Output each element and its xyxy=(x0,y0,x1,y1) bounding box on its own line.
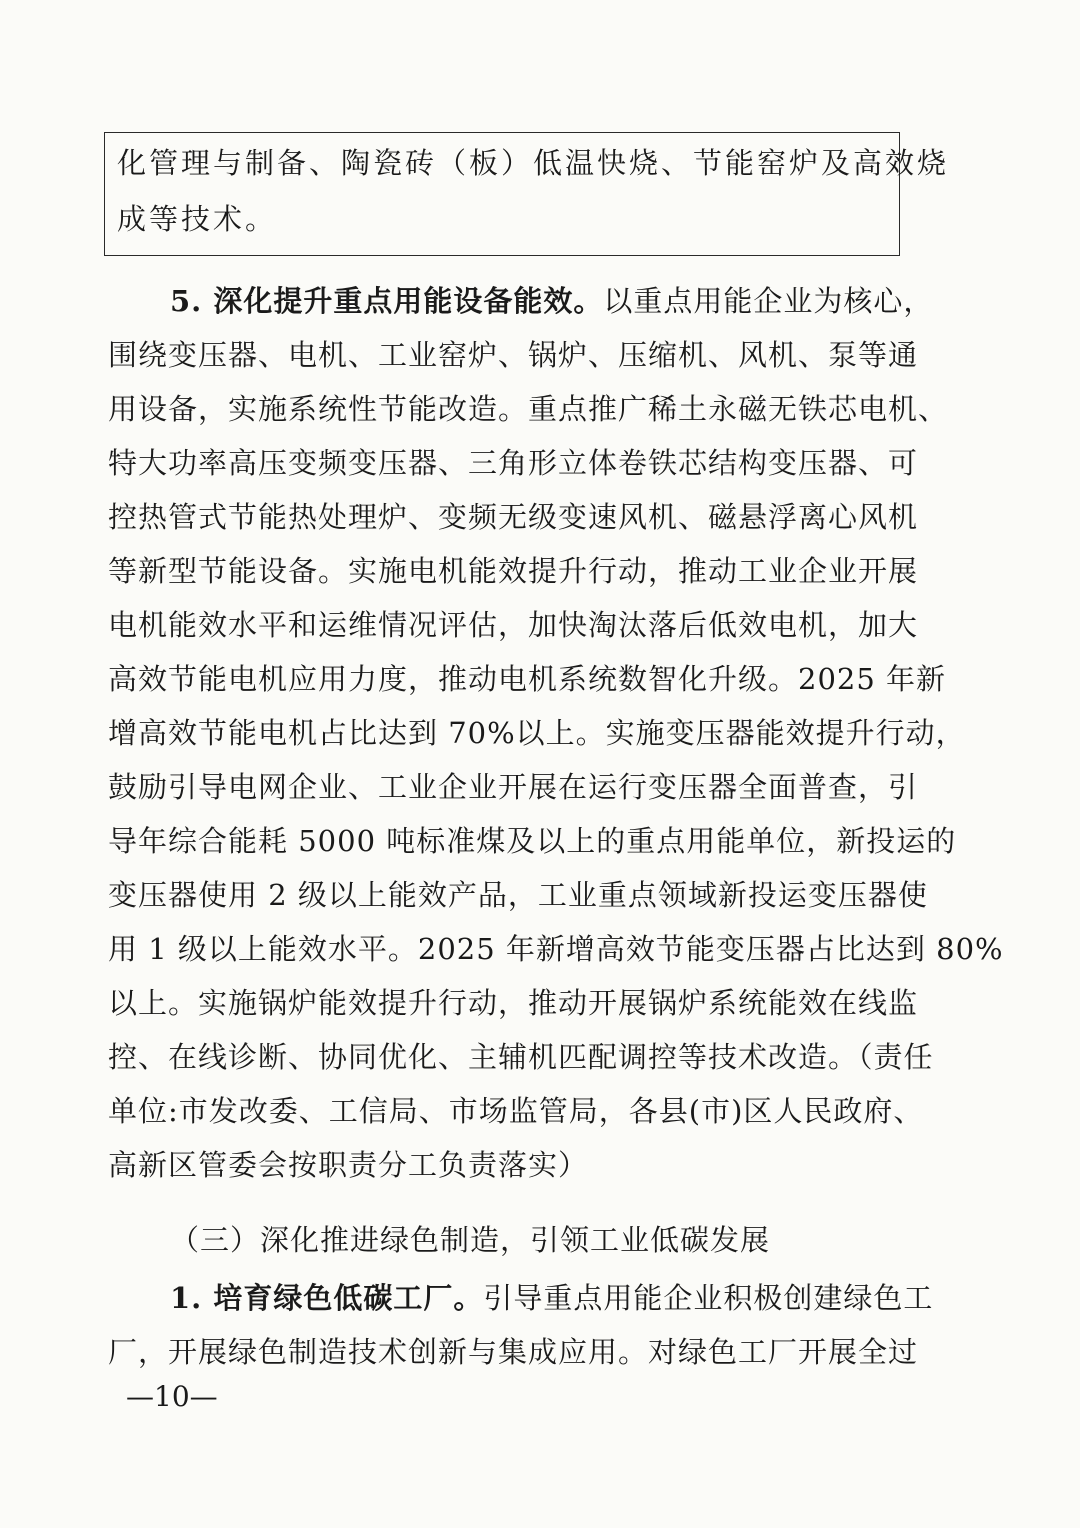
box-line-1: 化管理与制备、陶瓷砖（板）低温快烧、节能窑炉及高效烧 xyxy=(117,146,950,180)
section5-line: 等新型节能设备。实施电机能效提升行动，推动工业企业开展 xyxy=(108,554,919,588)
section5-line: 高效节能电机应用力度，推动电机系统数智化升级。2025 年新 xyxy=(108,662,947,696)
section5-line: 用 1 级以上能效水平。2025 年新增高效节能变压器占比达到 80% xyxy=(108,932,1004,966)
section3-heading: （三）深化推进绿色制造，引领工业低碳发展 xyxy=(170,1223,771,1257)
section5-line: 特大功率高压变频变压器、三角形立体卷铁芯结构变压器、可 xyxy=(108,446,919,480)
section5-line: 单位:市发改委、工信局、市场监管局，各县(市)区人民政府、 xyxy=(108,1094,924,1128)
section5-line-0: 以重点用能企业为核心， xyxy=(603,284,934,318)
section5-line: 增高效节能电机占比达到 70%以上。实施变压器能效提升行动， xyxy=(108,716,966,750)
section5-line: 围绕变压器、电机、工业窑炉、锅炉、压缩机、风机、泵等通 xyxy=(108,338,919,372)
page-number: —10— xyxy=(126,1380,218,1413)
section5-line: 控、在线诊断、协同优化、主辅机匹配调控等技术改造。（责任 xyxy=(108,1040,934,1074)
section5-line: 高新区管委会按职责分工负责落实） xyxy=(108,1148,589,1182)
section5-line: 变压器使用 2 级以上能效产品，工业重点领域新投运变压器使 xyxy=(108,878,928,912)
section5-heading: 5. 深化提升重点用能设备能效。 xyxy=(170,284,604,318)
section5-first-line xyxy=(170,284,934,318)
section5-line: 用设备，实施系统性节能改造。重点推广稀土永磁无铁芯电机、 xyxy=(108,392,949,426)
section1-heading: 1. 培育绿色低碳工厂。 xyxy=(170,1281,484,1315)
section5-line: 鼓励引导电网企业、工业企业开展在运行变压器全面普查，引 xyxy=(108,770,919,804)
section1-line-0: 引导重点用能企业积极创建绿色工 xyxy=(483,1281,934,1315)
section5-line: 导年综合能耗 5000 吨标准煤及以上的重点用能单位，新投运的 xyxy=(108,824,957,858)
section5-line: 以上。实施锅炉能效提升行动，推动开展锅炉系统能效在线监 xyxy=(108,986,919,1020)
boxed-note xyxy=(104,132,950,256)
section1-first-line xyxy=(170,1281,934,1315)
section5-line: 电机能效水平和运维情况评估，加快淘汰落后低效电机，加大 xyxy=(108,608,919,642)
section1-line: 厂，开展绿色制造技术创新与集成应用。对绿色工厂开展全过 xyxy=(108,1335,919,1369)
box-line-2: 成等技术。 xyxy=(117,202,278,236)
section5-line: 控热管式节能热处理炉、变频无级变速风机、磁悬浮离心风机 xyxy=(108,500,919,534)
